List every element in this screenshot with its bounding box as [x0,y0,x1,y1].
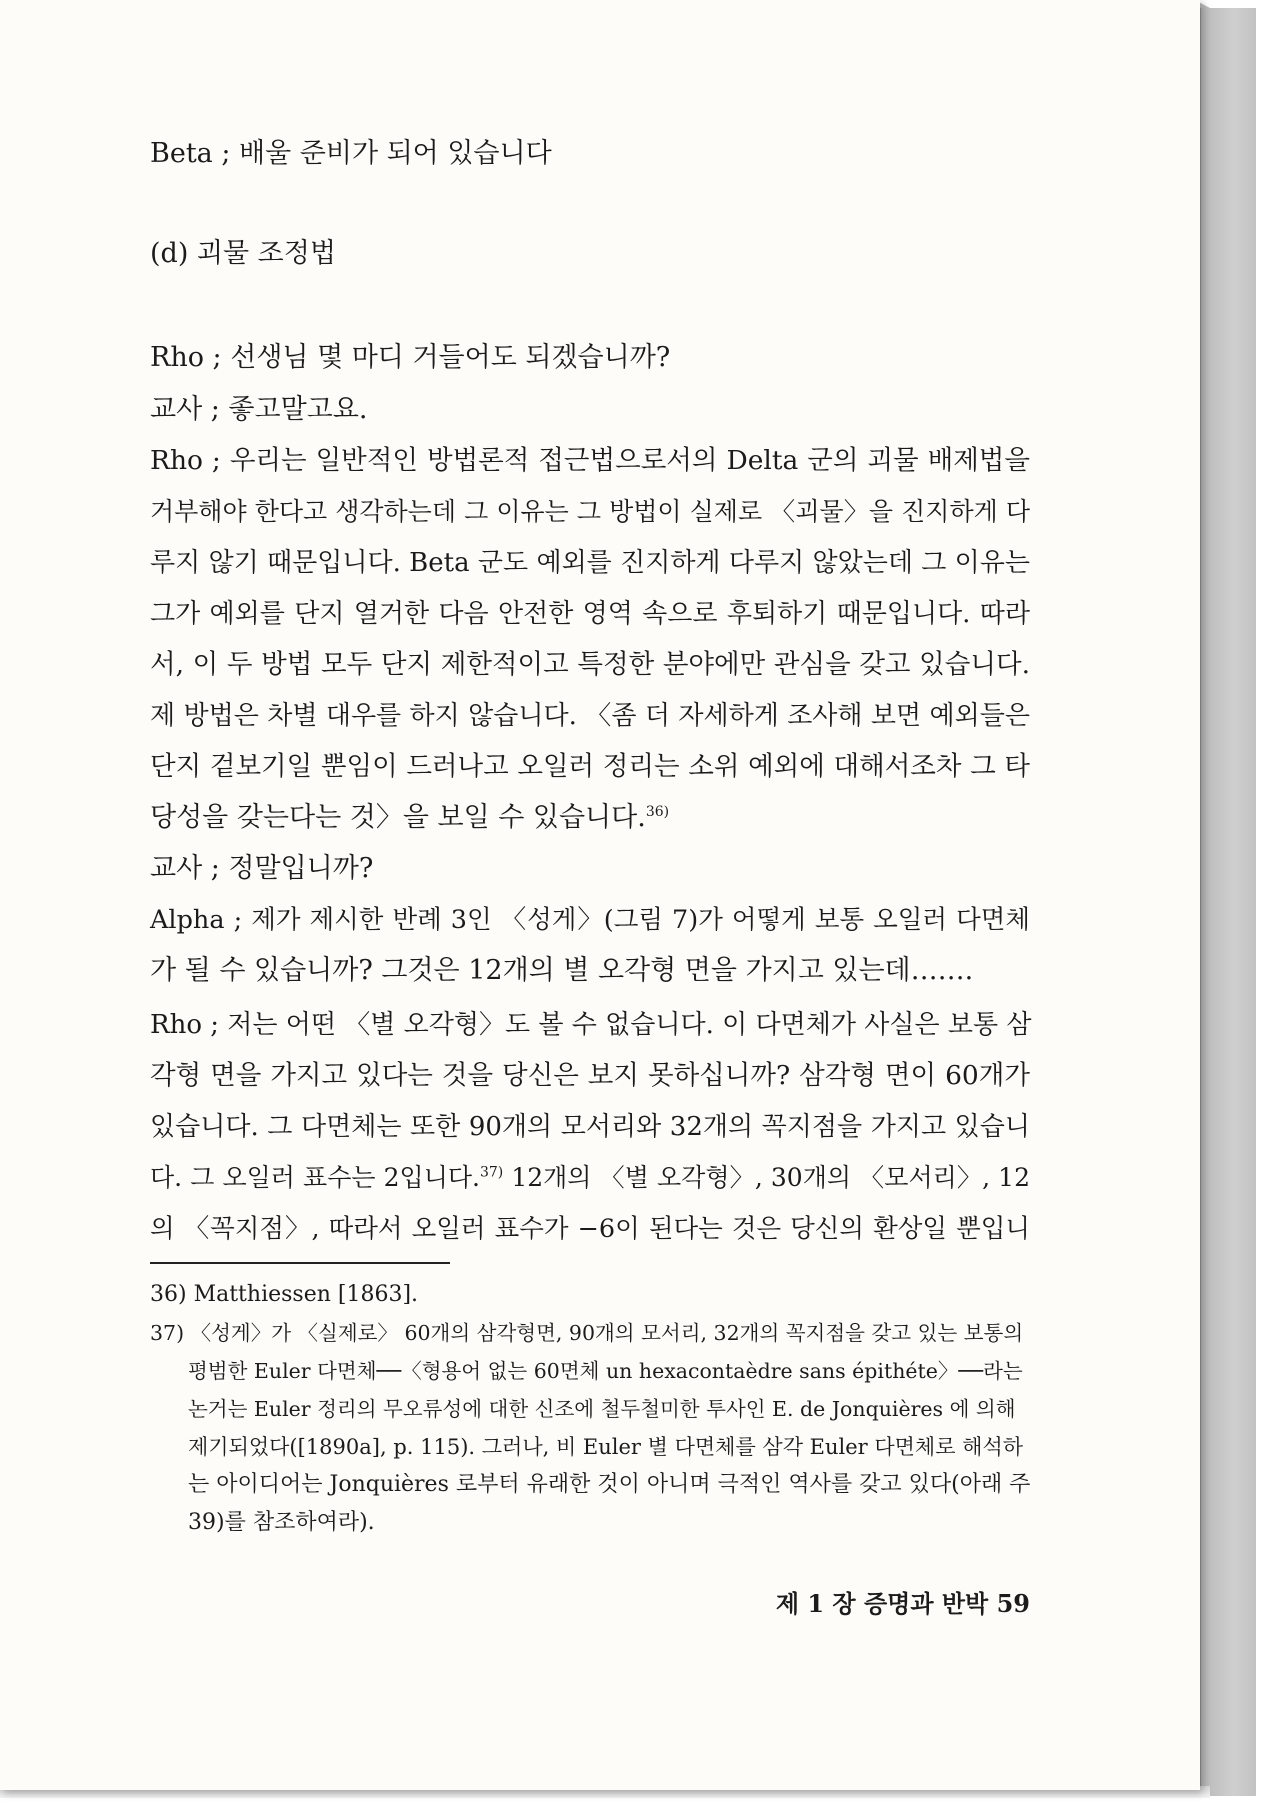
dialogue-line: Rho ; 선생님 몇 마디 거들어도 되겠습니까? [150,342,671,373]
footnote-37-line: 39)를 참조하여라). [188,1510,375,1535]
dialogue-line: Rho ; 우리는 일반적인 방법론적 접근법으로서의 Delta 군의 괴물 배제법을 [150,445,1030,476]
footnote-ref-36[interactable]: 36) [645,804,670,820]
line-text: 다. 그 오일러 표수는 2입니다. [150,1163,480,1192]
dialogue-line [150,800,1030,836]
dialogue-line [150,1160,1030,1196]
dialogue-line: 루지 않기 때문입니다. Beta 군도 예외를 진지하게 다루지 않았는데 그 이유는 [150,548,1030,578]
dialogue-line: Alpha ; 제가 제시한 반례 3인 〈성게〉(그림 7)가 어떻게 보통 오일러 다면체 [150,905,1030,935]
dialogue-line: 제 방법은 차별 대우를 하지 않습니다. 〈좀 더 자세하게 조사해 보면 예외들은 [150,701,1030,731]
footnote-37: 37) 〈성게〉가 〈실제로〉 60개의 삼각형면, 90개의 모서리, 32개의 꼭지점을 갖고 있는 보통의 [150,1321,1024,1345]
dialogue-line: 서, 이 두 방법 모두 단지 제한적이고 특정한 분야에만 관심을 갖고 있습니다. [150,649,1030,680]
dialogue-line: 거부해야 한다고 생각하는데 그 이유는 그 방법이 실제로 〈괴물〉을 진지하게 다 [150,497,1030,526]
dialogue-line: Rho ; 저는 어떤 〈별 오각형〉도 볼 수 없습니다. 이 다면체가 사실은 보통 삼 [150,1010,1032,1040]
dialogue-line: Beta ; 배울 준비가 되어 있습니다 [150,138,552,169]
footnote-divider [150,1262,450,1264]
footnote-ref-37[interactable]: 37) [479,1164,504,1181]
footnote-37-line: 논거는 Euler 정리의 무오류성에 대한 신조에 철두철미한 투사인 E. de Jonquières 에 의해 [188,1397,1016,1421]
dialogue-line: 의 〈꼭지점〉, 따라서 오일러 표수가 −6이 된다는 것은 당신의 환상일 뿐입니 [150,1214,1030,1244]
section-heading: (d) 괴물 조정법 [150,238,336,269]
dialogue-line: 가 될 수 있습니까? 그것은 12개의 별 오각형 면을 가지고 있는데……. [150,955,974,986]
footnote-36: 36) Matthiessen [1863]. [150,1282,419,1307]
dialogue-line: 교사 ; 좋고말고요. [150,394,368,425]
line-text: 당성을 갖는다는 것〉을 보일 수 있습니다. [150,802,646,833]
dialogue-line: 있습니다. 그 다면체는 또한 90개의 모서리와 32개의 꼭지점을 가지고 있습니 [150,1112,1030,1142]
line-text: 12개의 〈별 오각형〉, 30개의 〈모서리〉, 12 [503,1163,1030,1192]
footnote-37-line: 는 아이디어는 Jonquières 로부터 유래한 것이 아니며 극적인 역사를 갖고 있다(아래 주 [188,1472,1031,1497]
footnote-37-line: 평범한 Euler 다면체──〈형용어 없는 60면체 un hexacontaèdre sans épithéte〉──라는 [188,1359,1023,1383]
dialogue-line: 그가 예외를 단지 열거한 다음 안전한 영역 속으로 후퇴하기 때문입니다. 따라 [150,599,1030,629]
dialogue-line: 각형 면을 가지고 있다는 것을 당신은 보지 못하십니까? 삼각형 면이 60개가 [150,1060,1030,1091]
footnote-37-line: 제기되었다([1890a], p. 115). 그러나, 비 Euler 별 다면체를 삼각 Euler 다면체로 해석하 [188,1435,1024,1459]
dialogue-line: 교사 ; 정말입니까? [150,853,374,884]
book-spine-edge [1200,8,1256,1796]
dialogue-line: 단지 겉보기일 뿐임이 드러나고 오일러 정리는 소위 예외에 대해서조차 그 타 [150,751,1030,782]
page-folio: 제 1 장 증명과 반박 59 [775,1589,1030,1618]
